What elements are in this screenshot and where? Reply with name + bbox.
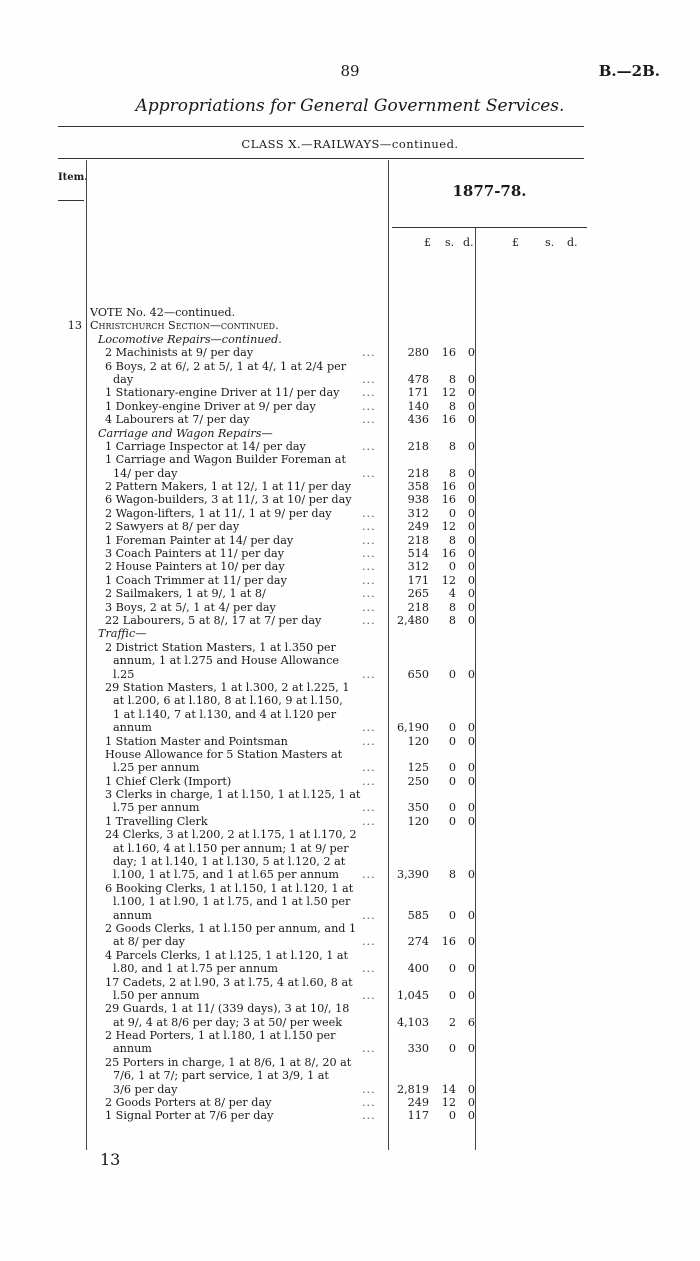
pence-value: 0 [467, 547, 475, 561]
pounds-value: 6,190 [396, 721, 429, 735]
leader-dots: ... [362, 774, 376, 788]
item-header-underline [58, 200, 84, 201]
table-row [90, 493, 690, 506]
row-description: House Allowance for 5 Station Masters at [105, 747, 343, 761]
pounds-value: 218 [407, 466, 429, 480]
row-description: 22 Labourers, 5 at 8/, 17 at 7/ per day [105, 613, 322, 627]
row-description: 1 Carriage Inspector at 14/ per day [105, 439, 306, 453]
leader-dots: ... [362, 600, 376, 614]
row-description: 4 Labourers at 7/ per day [105, 413, 250, 427]
pounds-value: 117 [407, 1109, 429, 1123]
leader-dots: ... [362, 547, 376, 561]
table-row [90, 587, 690, 600]
pence-value: 0 [467, 533, 475, 547]
title-rule [58, 126, 584, 127]
leader-dots: ... [362, 1042, 376, 1056]
shillings-value: 8 [448, 466, 456, 480]
row-description: 17 Cadets, 2 at l.90, 3 at l.75, 4 at l.60, 8 at [105, 975, 353, 989]
table-row [90, 1042, 690, 1055]
row-description: annum, 1 at l.275 and House Allowance [113, 654, 339, 668]
row-description: annum [113, 908, 152, 922]
row-description: day [113, 372, 134, 386]
pence-value: 0 [467, 480, 475, 494]
table-row [90, 547, 690, 560]
table-row [90, 1056, 690, 1069]
shillings-value: 4 [448, 587, 456, 601]
pence-value: 0 [467, 814, 475, 828]
page-number: 89 [340, 62, 360, 80]
leader-dots: ... [362, 801, 376, 815]
pence-value: 0 [467, 587, 475, 601]
table-row [90, 788, 690, 801]
pence-value: 0 [467, 1042, 475, 1056]
shillings-value: 0 [448, 761, 456, 775]
row-description: Locomotive Repairs—continued. [98, 332, 282, 346]
pounds-value: 171 [407, 573, 429, 587]
item-column-header: Item. [58, 172, 88, 183]
row-description: 25 Porters in charge, 1 at 8/6, 1 at 8/, 20 at [105, 1055, 352, 1069]
pence-value: 0 [467, 439, 475, 453]
leader-dots: ... [362, 868, 376, 882]
item-column-rule [86, 160, 87, 1150]
shillings-value: 8 [448, 868, 456, 882]
row-description: 6 Wagon-builders, 3 at 11/, 3 at 10/ per day [105, 493, 352, 507]
row-description: 7/6, 1 at 7/; part service, 1 at 3/9, 1 at [113, 1069, 329, 1083]
shillings-header-2: s. [545, 236, 555, 249]
row-description: l.80, and 1 at l.75 per annum [113, 962, 278, 976]
leader-dots: ... [362, 573, 376, 587]
page-title: Appropriations for General Government Services. [135, 96, 565, 116]
row-description: l.25 [113, 667, 135, 681]
table-row [90, 1029, 690, 1042]
row-description: Christchurch Section—continued. [90, 319, 279, 333]
table-row [90, 507, 690, 520]
shillings-value: 0 [448, 721, 456, 735]
table-row [90, 614, 690, 627]
row-description: annum [113, 1042, 152, 1056]
item-number: 13 [67, 319, 82, 333]
table-row [90, 641, 690, 654]
row-description: 4 Parcels Clerks, 1 at l.125, 1 at l.120, 1 at [105, 948, 349, 962]
table-row [90, 1083, 690, 1096]
pounds-value: 2,480 [396, 613, 429, 627]
table-row [90, 761, 690, 774]
leader-dots: ... [362, 761, 376, 775]
pence-value: 0 [467, 613, 475, 627]
table-row [90, 534, 690, 547]
pence-value: 0 [467, 346, 475, 360]
shillings-value: 0 [448, 506, 456, 520]
leader-dots: ... [362, 533, 376, 547]
pence-value: 0 [467, 399, 475, 413]
pence-header-2: d. [567, 236, 578, 249]
pounds-value: 312 [407, 506, 429, 520]
row-description: l.100, 1 at l.90, 1 at l.75, and 1 at l.50 per [113, 895, 351, 909]
pounds-value: 358 [407, 480, 429, 494]
pence-value: 0 [467, 1109, 475, 1123]
table-row [90, 855, 690, 868]
pounds-value: 330 [407, 1042, 429, 1056]
row-description: 2 Machinists at 9/ per day [105, 346, 254, 360]
table-row [90, 360, 690, 373]
row-description: 1 Chief Clerk (Import) [105, 774, 232, 788]
shillings-value: 16 [441, 346, 456, 360]
table-row [90, 346, 690, 359]
leader-dots: ... [362, 560, 376, 574]
row-description: Traffic— [98, 627, 147, 641]
row-description: at l.200, 6 at l.180, 8 at l.160, 9 at l.150, [113, 694, 343, 708]
row-description: 1 at l.140, 7 at l.130, and 4 at l.120 per [113, 707, 337, 721]
pence-value: 0 [467, 600, 475, 614]
row-description: 1 Foreman Painter at 14/ per day [105, 533, 294, 547]
pounds-header-2: £ [512, 236, 519, 249]
table-row [90, 1096, 690, 1109]
row-description: 29 Guards, 1 at 11/ (339 days), 3 at 10/, 18 [105, 1002, 350, 1016]
leader-dots: ... [362, 721, 376, 735]
row-description: VOTE No. 42—continued. [90, 306, 236, 319]
year-column-header: 1877-78. [452, 182, 527, 200]
row-description: 2 Goods Clerks, 1 at l.150 per annum, and 1 [105, 921, 357, 935]
pounds-value: 249 [407, 1096, 429, 1110]
table-row [90, 1069, 690, 1082]
pence-value: 0 [467, 372, 475, 386]
shillings-value: 0 [448, 962, 456, 976]
table-row [90, 1002, 690, 1015]
row-description: 2 District Station Masters, 1 at l.350 per [105, 640, 336, 654]
shillings-value: 2 [448, 1015, 456, 1029]
table-row [90, 386, 690, 399]
shillings-value: 0 [448, 1042, 456, 1056]
table-row [90, 654, 690, 667]
pounds-value: 938 [407, 493, 429, 507]
row-description: at 8/ per day [113, 935, 186, 949]
row-description: 1 Coach Trimmer at 11/ per day [105, 573, 287, 587]
pounds-value: 120 [407, 734, 429, 748]
leader-dots: ... [362, 506, 376, 520]
pounds-value: 218 [407, 533, 429, 547]
shillings-header-1: s. [445, 236, 455, 249]
pence-value: 0 [467, 988, 475, 1002]
row-description: 2 Pattern Makers, 1 at 12/, 1 at 11/ per day [105, 480, 352, 494]
pence-value: 6 [467, 1015, 475, 1029]
pounds-value: 274 [407, 935, 429, 949]
row-description: day; 1 at l.140, 1 at l.130, 5 at l.120, 2 at [113, 855, 346, 869]
shillings-value: 0 [448, 734, 456, 748]
leader-dots: ... [362, 962, 376, 976]
pounds-value: 2,819 [396, 1082, 429, 1096]
shillings-value: 8 [448, 399, 456, 413]
row-description: 6 Boys, 2 at 6/, 2 at 5/, 1 at 4/, 1 at 2/4 per [105, 359, 347, 373]
row-description: 3 Boys, 2 at 5/, 1 at 4/ per day [105, 600, 276, 614]
shillings-value: 12 [441, 1096, 456, 1110]
table-row [90, 976, 690, 989]
table-row [90, 694, 690, 707]
leader-dots: ... [362, 935, 376, 949]
pence-value: 0 [467, 935, 475, 949]
table-row [90, 574, 690, 587]
signature-number: 13 [100, 1150, 121, 1169]
leader-dots: ... [362, 466, 376, 480]
pounds-value: 265 [407, 587, 429, 601]
pence-value: 0 [467, 413, 475, 427]
leader-dots: ... [362, 372, 376, 386]
row-description: 24 Clerks, 3 at l.200, 2 at l.175, 1 at l.170, 2 [105, 828, 357, 842]
shillings-value: 16 [441, 480, 456, 494]
leader-dots: ... [362, 613, 376, 627]
shillings-value: 0 [448, 814, 456, 828]
pounds-value: 280 [407, 346, 429, 360]
row-description: l.50 per annum [113, 988, 200, 1002]
pence-value: 0 [467, 667, 475, 681]
row-description: 2 Wagon-lifters, 1 at 11/, 1 at 9/ per day [105, 506, 332, 520]
pence-value: 0 [467, 761, 475, 775]
pence-value: 0 [467, 560, 475, 574]
pounds-value: 218 [407, 439, 429, 453]
pounds-value: 218 [407, 600, 429, 614]
leader-dots: ... [362, 814, 376, 828]
row-description: 2 Head Porters, 1 at l.180, 1 at l.150 per [105, 1029, 336, 1043]
pence-value: 0 [467, 506, 475, 520]
leader-dots: ... [362, 587, 376, 601]
row-description: at l.160, 4 at l.150 per annum; 1 at 9/ per [113, 841, 349, 855]
table-row [90, 815, 690, 828]
pence-header-1: d. [463, 236, 474, 249]
leader-dots: ... [362, 520, 376, 534]
row-description: 2 Goods Porters at 8/ per day [105, 1096, 272, 1110]
table-row [90, 453, 690, 466]
pounds-value: 400 [407, 962, 429, 976]
shillings-value: 0 [448, 667, 456, 681]
shillings-value: 0 [448, 560, 456, 574]
table-row [90, 668, 690, 681]
leader-dots: ... [362, 1096, 376, 1110]
pence-value: 0 [467, 520, 475, 534]
table-row [90, 627, 690, 640]
pounds-value: 4,103 [396, 1015, 429, 1029]
row-description: 1 Station Master and Pointsman [105, 734, 288, 748]
class-title: CLASS X.—RAILWAYS—continued. [241, 137, 459, 151]
shillings-value: 0 [448, 908, 456, 922]
year-header-underline [392, 227, 587, 228]
shillings-value: 16 [441, 413, 456, 427]
pence-value: 0 [467, 386, 475, 400]
row-description: l.25 per annum [113, 761, 200, 775]
pence-value: 0 [467, 466, 475, 480]
table-row [90, 681, 690, 694]
row-description: 2 House Painters at 10/ per day [105, 560, 285, 574]
table-row [90, 882, 690, 895]
table-row [90, 413, 690, 426]
table-row [90, 935, 690, 948]
pounds-value: 171 [407, 386, 429, 400]
row-description: 2 Sailmakers, 1 at 9/, 1 at 8/ [105, 587, 266, 601]
table-row [90, 828, 690, 841]
row-description: 2 Sawyers at 8/ per day [105, 520, 240, 534]
leader-dots: ... [362, 399, 376, 413]
shillings-value: 0 [448, 774, 456, 788]
row-description: 6 Booking Clerks, 1 at l.150, 1 at l.120, 1 at [105, 881, 354, 895]
pounds-value: 514 [407, 547, 429, 561]
shillings-value: 8 [448, 439, 456, 453]
table-row [90, 962, 690, 975]
leader-dots: ... [362, 908, 376, 922]
shillings-value: 8 [448, 613, 456, 627]
row-description: 1 Carriage and Wagon Builder Foreman at [105, 453, 346, 467]
appropriation-table [67, 306, 690, 1123]
row-description: 1 Stationary-engine Driver at 11/ per day [105, 386, 340, 400]
row-description: 1 Travelling Clerk [105, 814, 208, 828]
pence-value: 0 [467, 868, 475, 882]
shillings-value: 16 [441, 493, 456, 507]
table-row [90, 868, 690, 881]
table-row [90, 480, 690, 493]
row-description: l.75 per annum [113, 801, 200, 815]
shillings-value: 0 [448, 801, 456, 815]
table-row [90, 922, 690, 935]
table-row [90, 427, 690, 440]
shillings-value: 12 [441, 386, 456, 400]
pounds-value: 436 [407, 413, 429, 427]
pence-value: 0 [467, 908, 475, 922]
table-row [90, 842, 690, 855]
shillings-value: 16 [441, 935, 456, 949]
leader-dots: ... [362, 988, 376, 1002]
table-row [90, 333, 690, 346]
pounds-value: 650 [407, 667, 429, 681]
pounds-value: 350 [407, 801, 429, 815]
shillings-value: 0 [448, 988, 456, 1002]
table-row [90, 440, 690, 453]
leader-dots: ... [362, 439, 376, 453]
leader-dots: ... [362, 734, 376, 748]
pence-value: 0 [467, 1096, 475, 1110]
pounds-value: 1,045 [396, 988, 429, 1002]
row-description: annum [113, 721, 152, 735]
table-row [90, 909, 690, 922]
pence-value: 0 [467, 573, 475, 587]
table-row [90, 949, 690, 962]
row-description: at 9/, 4 at 8/6 per day; 3 at 50/ per week [113, 1015, 343, 1029]
table-row [90, 989, 690, 1002]
pence-value: 0 [467, 721, 475, 735]
pounds-header-1: £ [424, 236, 431, 249]
shillings-value: 14 [441, 1082, 456, 1096]
table-row [90, 400, 690, 413]
pounds-value: 249 [407, 520, 429, 534]
shillings-value: 12 [441, 573, 456, 587]
row-description: 3 Clerks in charge, 1 at l.150, 1 at l.125, 1 at [105, 788, 361, 802]
row-description: 3/6 per day [113, 1082, 178, 1096]
pence-value: 0 [467, 774, 475, 788]
leader-dots: ... [362, 1109, 376, 1123]
table-row [90, 601, 690, 614]
shillings-value: 0 [448, 1109, 456, 1123]
pence-value: 0 [467, 801, 475, 815]
table-row [90, 775, 690, 788]
pence-value: 0 [467, 734, 475, 748]
shillings-value: 16 [441, 547, 456, 561]
leader-dots: ... [362, 413, 376, 427]
pounds-value: 312 [407, 560, 429, 574]
leader-dots: ... [362, 667, 376, 681]
table-row [90, 520, 690, 533]
table-row [90, 560, 690, 573]
table-row [90, 373, 690, 386]
row-description: Carriage and Wagon Repairs— [98, 426, 273, 440]
leader-dots: ... [362, 346, 376, 360]
table-row [90, 306, 690, 319]
table-row [90, 467, 690, 480]
shillings-value: 8 [448, 600, 456, 614]
header-rule-top [58, 158, 584, 159]
pence-value: 0 [467, 1082, 475, 1096]
table-row [90, 748, 690, 761]
shillings-value: 8 [448, 372, 456, 386]
row-description: 1 Signal Porter at 7/6 per day [105, 1109, 274, 1123]
table-row [90, 735, 690, 748]
document-reference: B.—2B. [598, 62, 660, 80]
pence-value: 0 [467, 493, 475, 507]
row-description: 14/ per day [113, 466, 178, 480]
pounds-value: 140 [407, 399, 429, 413]
table-row [90, 721, 690, 734]
table-row [90, 708, 690, 721]
row-description: 1 Donkey-engine Driver at 9/ per day [105, 399, 316, 413]
pence-value: 0 [467, 962, 475, 976]
shillings-value: 8 [448, 533, 456, 547]
shillings-value: 12 [441, 520, 456, 534]
row-description: 3 Coach Painters at 11/ per day [105, 547, 285, 561]
leader-dots: ... [362, 1082, 376, 1096]
table-row [67, 319, 690, 333]
pounds-value: 585 [407, 908, 429, 922]
row-description: 29 Station Masters, 1 at l.300, 2 at l.225, 1 [105, 680, 350, 694]
row-description: l.100, 1 at l.75, and 1 at l.65 per annum [113, 868, 339, 882]
pounds-value: 478 [407, 372, 429, 386]
pounds-value: 3,390 [396, 868, 429, 882]
table-row [90, 895, 690, 908]
pounds-value: 250 [407, 774, 429, 788]
table-row [90, 1109, 690, 1122]
pounds-value: 125 [407, 761, 429, 775]
table-row [90, 801, 690, 814]
leader-dots: ... [362, 386, 376, 400]
pounds-value: 120 [407, 814, 429, 828]
table-row [90, 1016, 690, 1029]
